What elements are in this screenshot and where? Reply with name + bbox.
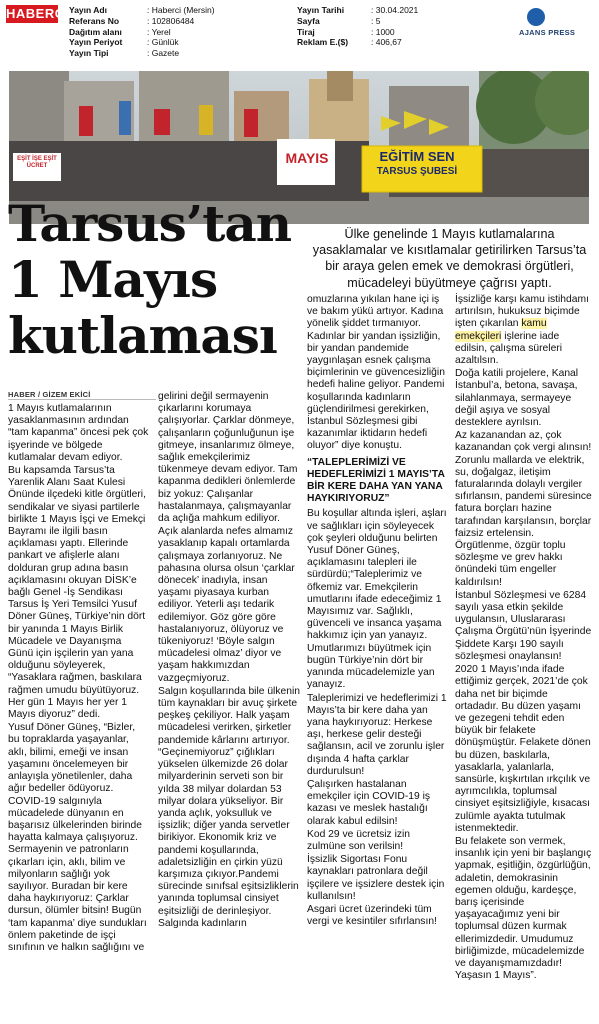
paragraph: gelirini değil sermayenin çıkarlarını korumaya çalışıyorlar. Çarklar dönmeye, çalışanların çoğunluğunun işe gitmeye, insanlarımız ölmeye, sağlık emekçilerimiz tükenmeye devam ediyor. Tam kapanma dedikleri önlemlerde biz yokuz: Çalışanlar hastalanmaya, çalışmayanlar da açlığa mahkum ediliyor. bbox=[158, 391, 298, 525]
meta-value: : Gazete bbox=[147, 48, 180, 59]
title-line: 1 Mayıs bbox=[8, 250, 218, 309]
photo-banner-left: MAYIS bbox=[285, 150, 329, 166]
paragraph: Asgari ücret üzerindeki tüm vergi ve kesintiler sıfırlansın! bbox=[307, 903, 437, 928]
meta-label: Yayın Tipi bbox=[69, 48, 109, 59]
paragraph: Çalışırken hastalanan emekçiler için COVID-19 iş kazası ve meslek hastalığı olarak kabul edilsin! bbox=[307, 778, 431, 827]
byline-divider bbox=[8, 399, 156, 400]
agency-logo-icon bbox=[527, 8, 545, 26]
photo-sign-left: EŞİT İŞE EŞİT ÜCRET bbox=[17, 156, 57, 169]
meta-label: Yayın Periyot bbox=[69, 37, 123, 48]
title-line: kutlaması bbox=[8, 306, 277, 365]
meta-label: Yayın Tarihi bbox=[297, 5, 345, 15]
meta-value: : 5 bbox=[371, 15, 381, 26]
meta-value: : Günlük bbox=[147, 37, 179, 48]
paragraph: Açık alanlarda nefes almamız yasaklanıp kapalı ortamlarda çalışmaya zorlanıyoruz. Ne pahasına olursa olsun ‘çarklar dönecek’ inadıyla, insan yaşamı piyasaya kurban ediliyor. Yeterli aşı tedarik edilemiyor. Göz göre göre hastalanıyoruz, ölüyoruz ve tükeniyoruz! ‘Böyle salgın mücadelesi olmaz’ diyor ve yaşam hakkımızdan vazgeçmiyoruz. bbox=[158, 526, 295, 684]
photo-banner-sub: TARSUS ŞUBESİ bbox=[376, 166, 458, 177]
meta-label: Dağıtım alanı bbox=[69, 26, 122, 37]
paragraph: Kod 29 ve ücretsiz izin zulmüne son verilsin! bbox=[307, 828, 411, 852]
paragraph: Bu kapsamda Tarsus’ta Yarenlik Alanı Saat Kulesi Önünde ilçedeki kitle örgütleri, sendikalar ve siyasi partilerle birlikte 1 Mayıs İşçi ve Emekçi Bayramı ile ilgili basın açıklaması yaptı. Ellerinde pankart ve afişlerle alanı dolduran grup adına basın açıklamasını okuyan DİSK’e bağlı Genel -İş Sendikası Tarsus İş Yeri Temsilci Yusuf Döner Güneş, Türkiye’nin dört bir yanında 1 Mayıs Birlik Mücadele ve Dayanışma Günü için işçilerin yan yana olduğunu söyleyerek, “Yasaklara rağmen, baskılara rağmen umudu büyütüyoruz. Her gün 1 Mayıs her yer 1 Mayıs diyoruz” dedi. bbox=[8, 465, 146, 721]
article-column-3 bbox=[307, 294, 447, 929]
meta-label: Reklam E.($) bbox=[297, 37, 349, 48]
meta-value: : Haberci (Mersin) bbox=[147, 5, 215, 15]
article-column-4 bbox=[455, 294, 593, 983]
meta-value: : 30.04.2021 bbox=[371, 5, 419, 15]
article-lede: Ülke genelinde 1 Mayıs kutlamalarına yasaklamalar ve kısıtlamalar getirilirken Tarsus’ta bir araya gelen emek ve demokrasi örgütleri, mücadeleyi büyütmeye çağrısı yaptı. bbox=[312, 227, 587, 290]
meta-value: : 406,67 bbox=[371, 37, 402, 48]
byline: HABER / GİZEM EKİCİ bbox=[8, 390, 91, 399]
paragraph: omuzlarına yıkılan hane içi iş ve bakım yükü artıyor. Kadına yönelik şiddet tırmanıyor. Kadınlar bir yandan işsizliğin, bir yandan pandemide yaygınlaşan esnek çalışma biçimlerinin ve güvencesizliğin hedefi haline geliyor. Pandemi koşullarında kadınların güçlendirilmesi gerekirken, İstanbul Sözleşmesi gibi kazanımlar iktidarın hedefi oluyor” diye konuştu. bbox=[307, 294, 445, 452]
meta-labels-left bbox=[69, 5, 159, 59]
title-line: Tarsus’tan bbox=[8, 194, 292, 253]
meta-labels-right bbox=[297, 5, 377, 48]
paragraph: Bu koşullar altında işleri, aşları ve sağlıkları için söyleyecek çok şeyleri olduğunu belirten Yusuf Döner Güneş, açıklamasını talepleri ile sürdürdü;“Taleplerimiz ve öfkemiz var. Emekçilerin umutlarını ifade edeceğimiz 1 Mayısımız var. Sağlıklı, güvenceli ve insanca yaşama hakkımız için yan yanayız. Umutlarımızı büyütmek için bugün Türkiye’nin dört bir yanında mücadelemizle yan yanayız. bbox=[307, 508, 447, 691]
meta-value: : Yerel bbox=[147, 26, 171, 37]
subheading: “TALEPLERİMİZİ VE HEDEFLERİMİZİ 1 MAYIS’TA BİR KERE DAHA YAN YANA HAYKIRIYORUZ” bbox=[307, 456, 445, 505]
text-run: işlerine iade edilsin, çalışma süreleri azaltılsın. bbox=[455, 330, 563, 367]
paragraph: 2020 1 Mayıs’ında ifade ettiğimiz gerçek, 2021’de çok daha net bir biçimde ortadadır. Bu düzen yaşamı ve gezegeni tehdit eden büyük bir felakete dönüşmüştür. Felakete dönen bu düzen, baskılarla, yasaklarla, yalanlarla, sansürle, kışkırtılan ırkçılık ve ayrımcılıkla, toplumsal cinsiyet eşitsizliğiyle, kısacası zulümle ayakta tutulmak istenmektedir. bbox=[455, 664, 591, 834]
paragraph: Doğa katili projelere, Kanal İstanbul’a, betona, savaşa, silahlanmaya, sermayeye değil aşıya ve sosyal desteklere ayrılsın. bbox=[455, 368, 579, 429]
photo-banner-main: EĞİTİM SEN bbox=[379, 149, 455, 164]
agency-name: AJANS PRESS bbox=[519, 28, 576, 37]
article-column-2 bbox=[158, 391, 300, 931]
meta-values-right bbox=[371, 5, 471, 48]
paragraph: Bu felakete son vermek, insanlık için yeni bir başlangıç yapmak, eşitliğin, özgürlüğün, adaletin, demokrasinin egemen olduğu, kardeşçe, barış içerisinde yaşayacağımız yeni bir toplumsal düzen kurmak ellerimizdedir. Umudumuz birliğimizde, mücadelemizde ve dayanışmamızdadır! Yaşasın 1 Mayıs”. bbox=[455, 835, 592, 982]
meta-label: Tiraj bbox=[297, 26, 315, 37]
meta-label: Yayın Adı bbox=[69, 5, 107, 15]
publication-logo: HABERCİ bbox=[6, 6, 69, 21]
paragraph: Yusuf Döner Güneş, “Bizler, bu topraklarda yaşayanlar, aklı, bilimi, emeği ve insan yaşamını öncelemeyen bir anlayışla yönetilenler, daha ağır bedeller ödüyoruz. COVID-19 salgınıyla mücadelede dünyanın en başarısız ülkelerinden birinde hayatta kalmaya çalışıyoruz. Sermayenin ve patronların çıkarları için, aklı, bilim ve milyonların sağlığı yok sayılıyor. Buradan bir kere daha haykırıyoruz: Çarklar dursun, ölümler bitsin! Bugün ‘tam kapanma’ diye sundukları önlem paketinde de işçi sınıfının ve halkın sağlığını ve bbox=[8, 722, 147, 953]
paragraph: İşsizlik Sigortası Fonu kaynakları patronlara değil işçilere ve işsizlere destek için kullanılsın! bbox=[307, 854, 445, 902]
article-title bbox=[8, 196, 308, 364]
meta-label: Referans No bbox=[69, 15, 120, 26]
meta-value: : 1000 bbox=[371, 26, 395, 37]
text-run: İşsizliğe karşı kamu istihdamı artırılsın, hukuksuz biçimde işten çıkarılan bbox=[455, 294, 589, 330]
paragraph: Taleplerimizi ve hedeflerimizi 1 Mayıs’ta bir kere daha yan yana haykırıyoruz: Herkese aşı, herkese gelir desteği sağlansın, acil ve zorunlu işler dışında 4 hafta çarklar durdurulsun! bbox=[307, 692, 447, 777]
highlighted-phrase: kamu emekçileri bbox=[455, 318, 547, 342]
meta-values-left bbox=[147, 5, 287, 59]
paragraph: Salgın koşullarında bile ülkenin tüm kaynakları bir avuç şirkete peşkeş çekiliyor. Halk yaşam mücadelesi verirken, şirketler pandemide kârlarını artırıyor. “Geçinemiyoruz” çığlıkları yükselen ülkemizde 26 dolar milyarderinin serveti son bir yılda 38 milyar dolardan 53 milyar dolara yükseliyor. Bir yanda açlık, yoksulluk ve işsizlik; diğer yanda servetler birikiyor. Ekonomik kriz ve pandemi koşullarında, adaletsizliğin en çirkin yüzü karşımıza çıkıyor.Pandemi sürecinde sınıfsal eşitsizliklerin yanında toplumsal cinsiyet eşitsizliği de derinleşiyor. Salgında kadınların bbox=[158, 685, 300, 929]
paragraph: 1 Mayıs kutlamalarının yasaklanmasının ardından “tam kapanma” öncesi pek çok işyerinde ve bölgede kutlamalar devam ediyor. bbox=[8, 403, 149, 463]
meta-value: : 102806484 bbox=[147, 15, 195, 26]
meta-label: Sayfa bbox=[297, 15, 320, 26]
paragraph: Az kazanandan az, çok kazanandan çok vergi alınsın! Zorunlu mallarda ve elektrik, su, doğalgaz, iletişim faturalarında dolaylı vergiler sıfırlansın, pandemi süresince fatura borçları hazine tarafından karşılansın, borçlar faizsiz ertelensin. Örgütlenme, özgür toplu sözleşme ve grev hakkı önündeki tüm engeller kaldırılsın! bbox=[455, 430, 592, 588]
article-column-1 bbox=[8, 403, 149, 955]
paragraph bbox=[455, 294, 593, 367]
paragraph: İstanbul Sözleşmesi ve 6284 sayılı yasa etkin şekilde uygulansın, Uluslararası Çalışma Örgütü’nün İşyerinde Şiddete Karşı 190 sayılı sözleşmesi onaylansın! bbox=[455, 589, 592, 662]
